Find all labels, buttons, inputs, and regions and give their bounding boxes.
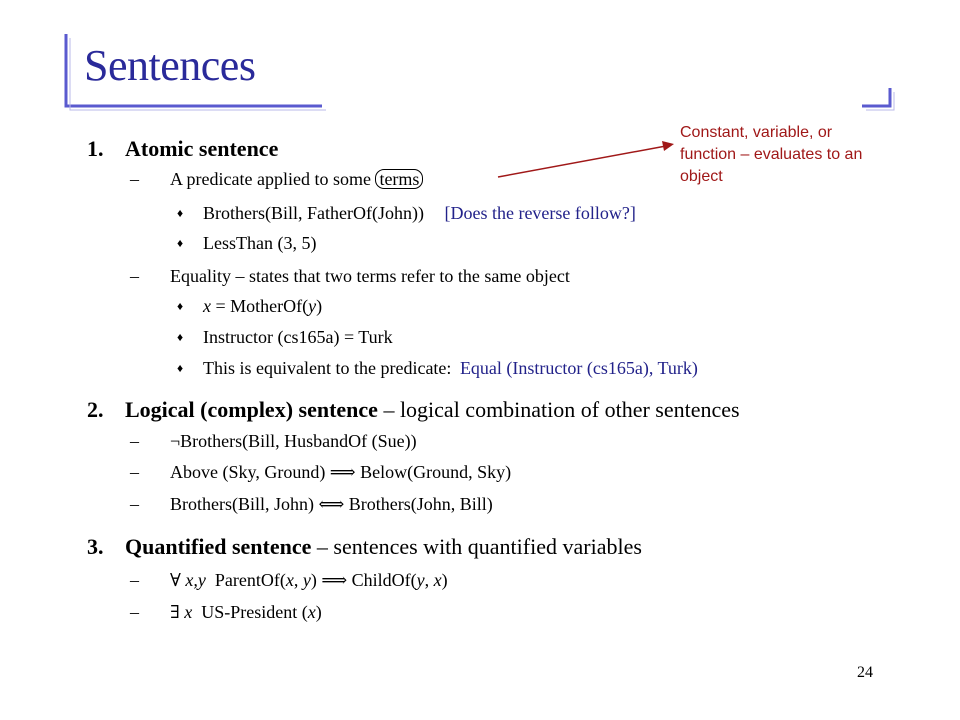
section-number: 1. [87, 136, 104, 161]
diamond-bullet-icon: ♦ [177, 236, 184, 250]
formula-text-end: ) [441, 570, 448, 590]
exists-symbol: ∃ [170, 602, 185, 622]
quantified-vars: x,y [185, 570, 206, 590]
section-number: 3. [87, 534, 104, 559]
callout-line: function – evaluates to an [680, 146, 863, 163]
dash-marker: – [130, 602, 139, 622]
formula-text-end: ) [315, 602, 322, 622]
page-number: 24 [857, 664, 873, 681]
bullet-text: This is equivalent to the predicate: [203, 358, 452, 378]
equality-line [130, 266, 570, 287]
dash-marker: – [130, 462, 139, 482]
var-x: x [203, 296, 211, 316]
var-x: x [285, 570, 294, 590]
section-description: – sentences with quantified variables [311, 534, 642, 559]
bullet-text: LessThan (3, 5) [203, 233, 317, 253]
callout-note [680, 122, 920, 188]
var-x: x [307, 602, 316, 622]
section-description: – logical combination of other sentences [377, 397, 740, 422]
bullet-equivalent [177, 358, 698, 379]
logical-biconditional [130, 494, 493, 515]
quantified-var: x [184, 602, 193, 622]
bullet-motherof [177, 296, 322, 317]
bullet-instructor [177, 327, 393, 348]
bullet-text: Instructor (cs165a) = Turk [203, 327, 393, 347]
section-number: 2. [87, 397, 104, 422]
var-y: y [308, 296, 317, 316]
formula-text: Above (Sky, Ground) ⟹ Below(Ground, Sky) [170, 462, 512, 482]
callout-line: object [680, 168, 723, 185]
diamond-bullet-icon: ♦ [177, 206, 184, 220]
callout-arrow [498, 146, 666, 177]
bullet-lessthan [177, 233, 316, 254]
section-heading: Logical (complex) sentence [125, 397, 378, 422]
section-heading: Atomic sentence [125, 136, 279, 161]
predicate-text: A predicate applied to some [170, 169, 371, 189]
comma: , [293, 570, 303, 590]
quantified-exists [130, 602, 322, 623]
reverse-question: [Does the reverse follow?] [444, 203, 636, 223]
section-logical-sentence [87, 397, 740, 423]
diamond-bullet-icon: ♦ [177, 361, 184, 375]
bullet-text-end: ) [316, 296, 323, 316]
formula-text: Brothers(Bill, John) ⟺ Brothers(John, Bill) [170, 494, 493, 514]
logical-negation [130, 431, 417, 452]
equality-text: Equality – states that two terms refer to the same object [170, 266, 570, 286]
var-y: y [416, 570, 425, 590]
section-heading: Quantified sentence [125, 534, 312, 559]
dash-marker: – [130, 169, 139, 189]
formula-text: ) ⟹ ChildOf( [310, 570, 417, 590]
dash-marker: – [130, 431, 139, 451]
dash-marker: – [130, 494, 139, 514]
formula-text: US-President ( [192, 602, 308, 622]
diamond-bullet-icon: ♦ [177, 330, 184, 344]
var-y: y [302, 570, 311, 590]
formula-text: ParentOf( [205, 570, 286, 590]
atomic-predicate-line [130, 169, 423, 190]
page-title: Sentences [84, 41, 256, 90]
forall-symbol: ∀ [170, 570, 186, 590]
callout-arrowhead [662, 141, 674, 151]
logical-implication [130, 462, 511, 483]
dash-marker: – [130, 570, 139, 590]
quantified-forall [130, 570, 448, 591]
formula-text: ¬Brothers(Bill, HusbandOf (Sue)) [170, 431, 417, 451]
section-atomic-sentence [87, 136, 278, 162]
var-x: x [433, 570, 442, 590]
dash-marker: – [130, 266, 139, 286]
terms-highlight: terms [375, 169, 423, 189]
bullet-text: Brothers(Bill, FatherOf(John)) [203, 203, 424, 223]
bullet-brothers [177, 203, 636, 224]
equal-predicate: Equal (Instructor (cs165a), Turk) [459, 358, 698, 378]
comma: , [424, 570, 434, 590]
section-quantified-sentence [87, 534, 642, 560]
diamond-bullet-icon: ♦ [177, 299, 184, 313]
bullet-text: = MotherOf( [211, 296, 309, 316]
callout-line: Constant, variable, or [680, 124, 833, 141]
